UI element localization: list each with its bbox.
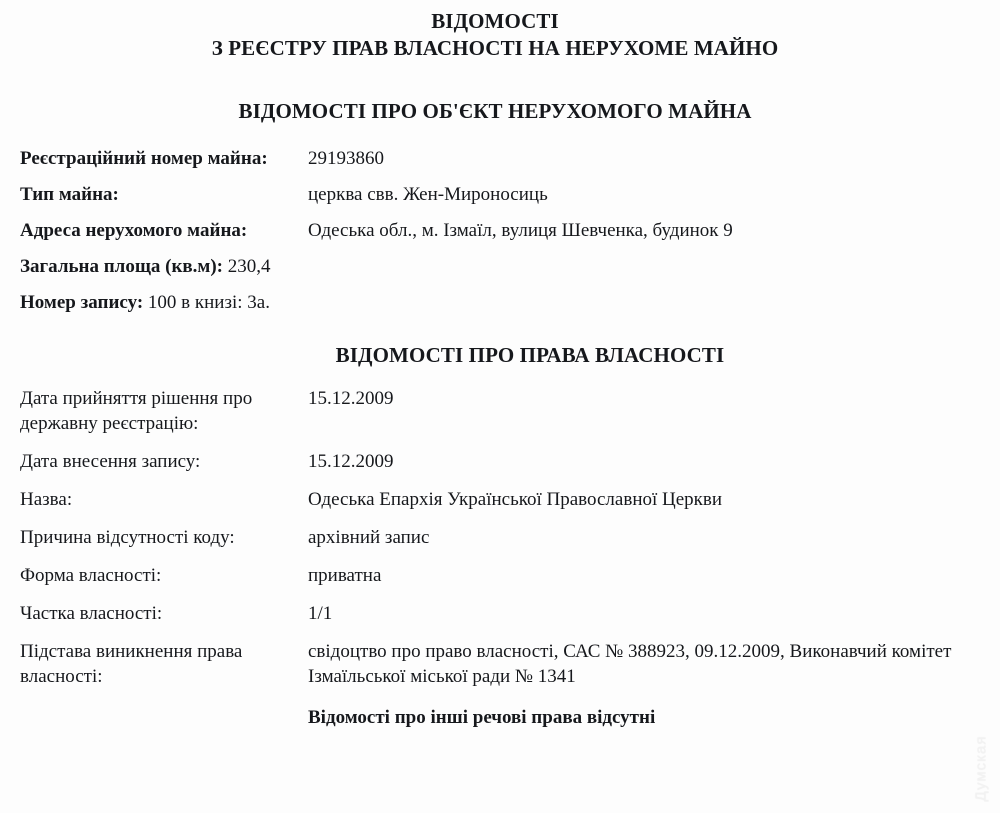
field-label-registration-number: Реєстраційний номер майна: — [20, 148, 268, 169]
field-value-registration-number: 29193860 — [308, 148, 384, 169]
field-value-record-entry-date: 15.12.2009 — [308, 451, 394, 472]
field-value-total-area: 230,4 — [227, 256, 271, 277]
field-row-ownership-form — [0, 563, 1000, 588]
field-row-ownership-basis — [0, 639, 1000, 689]
field-label-record-entry-date: Дата внесення запису: — [20, 451, 201, 472]
field-row-decision-date — [0, 386, 1000, 436]
field-value-ownership-form: приватна — [308, 565, 382, 586]
field-value-ownership-share: 1/1 — [308, 603, 333, 624]
field-label-ownership-form: Форма власності: — [20, 565, 162, 586]
field-value-owner-name: Одеська Епархія Української Православної Церкви — [308, 489, 723, 510]
field-value-record-number: 100 в книзі: 3а. — [147, 292, 270, 313]
field-label-owner-name: Назва: — [20, 489, 73, 510]
rights-section-heading: ВІДОМОСТІ ПРО ПРАВА ВЛАСНОСТІ — [335, 343, 725, 367]
document-title — [0, 0, 1000, 62]
field-row-property-type — [0, 182, 1000, 207]
field-row-property-address — [0, 218, 1000, 243]
field-label-ownership-basis: Підстава виникнення права власності: — [20, 641, 243, 687]
field-label-total-area: Загальна площа (кв.м): — [20, 256, 224, 277]
field-label-property-type: Тип майна: — [20, 184, 119, 205]
field-value-decision-date: 15.12.2009 — [308, 388, 394, 409]
section-spacer — [0, 326, 1000, 342]
watermark — [964, 725, 998, 811]
document-title-line-1: ВІДОМОСТІ — [431, 9, 559, 33]
watermark-text: Думская — [972, 735, 990, 801]
document-title-line-2: З РЕЄСТРУ ПРАВ ВЛАСНОСТІ НА НЕРУХОМЕ МАЙНО — [211, 36, 779, 60]
other-rights-absent-note: Відомості про інші речові права відсутні — [308, 707, 656, 728]
field-value-ownership-basis: свідоцтво про право власності, САС № 388923, 09.12.2009, Виконавчий комітет Ізмаїльської міської ради № 1341 — [308, 641, 952, 687]
field-row-registration-number — [0, 146, 1000, 171]
field-row-record-entry-date — [0, 449, 1000, 474]
field-label-record-number: Номер запису: — [20, 292, 144, 313]
field-value-missing-code-reason: архівний запис — [308, 527, 430, 548]
field-row-owner-name — [0, 487, 1000, 512]
rights-section-fields — [0, 386, 1000, 730]
field-label-property-address: Адреса нерухомого майна: — [20, 220, 248, 241]
field-value-property-address: Одеська обл., м. Ізмаїл, вулиця Шевченка, будинок 9 — [308, 220, 733, 241]
object-section-heading: ВІДОМОСТІ ПРО ОБ'ЄКТ НЕРУХОМОГО МАЙНА — [238, 99, 752, 123]
field-label-missing-code-reason: Причина відсутності коду: — [20, 527, 235, 548]
field-row-record-number — [0, 290, 1000, 315]
field-label-ownership-share: Частка власності: — [20, 603, 163, 624]
field-row-ownership-share — [0, 601, 1000, 626]
field-row-total-area — [0, 254, 1000, 279]
field-label-decision-date: Дата прийняття рішення про державну реєстрацію: — [20, 388, 253, 434]
object-section-fields — [0, 146, 1000, 315]
field-row-missing-code-reason — [0, 525, 1000, 550]
field-value-property-type: церква свв. Жен-Мироносиць — [308, 184, 548, 205]
